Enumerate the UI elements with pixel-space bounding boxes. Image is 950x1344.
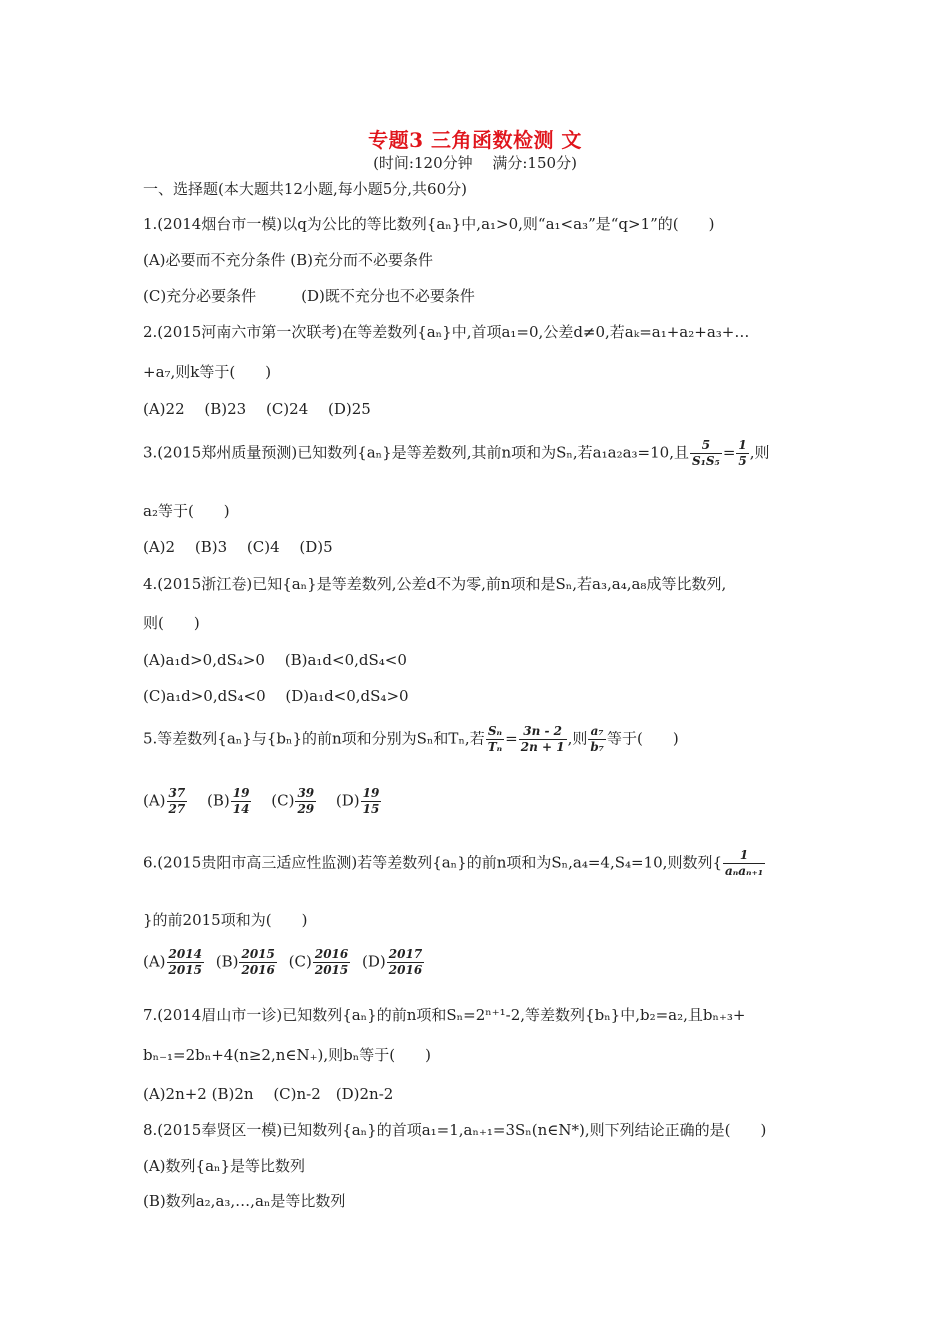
q6-f-num: 1 xyxy=(723,848,765,864)
q3-stem-tail: ,则 xyxy=(749,443,770,462)
q6-opt-a-num: 2014 xyxy=(168,947,202,961)
q5-opt-a-den: 27 xyxy=(168,802,186,816)
q6-opt-c-frac xyxy=(313,947,350,978)
q5-option-b xyxy=(207,786,252,817)
q6-opt-b-num: 2015 xyxy=(241,947,275,961)
q6-opt-d-label: (D) xyxy=(362,952,386,971)
q1-stem: 1.(2014烟台市一模)以q为公比的等比数列{aₙ}中,a₁>0,则“a₁<a₃”是“q>1”的( ) xyxy=(143,215,715,233)
q7-stem-line2: bₙ₋₁=2bₙ+4(n≥2,n∈N₊),则bₙ等于( ) xyxy=(143,1046,431,1064)
q6-fraction xyxy=(723,848,765,879)
q3-stem-line2: a₂等于( ) xyxy=(143,502,230,520)
q5-stem-mid: ,则 xyxy=(567,729,588,748)
q6-opt-a-frac xyxy=(167,947,204,978)
q6-stem-text: 6.(2015贵阳市高三适应性监测)若等差数列{aₙ}的前n项和为Sₙ,a₄=4,S₄=10,则数列{ xyxy=(143,853,722,872)
q5-stem-tail: 等于( ) xyxy=(607,729,679,748)
q5-option-c xyxy=(271,786,317,817)
q5-stem xyxy=(143,724,823,755)
q6-opt-d-den: 2016 xyxy=(388,963,423,977)
q3-fraction-2 xyxy=(736,438,748,469)
q5-opt-c-label: (C) xyxy=(271,791,295,810)
q5-opt-d-den: 15 xyxy=(362,802,380,816)
q1-options-cd: (C)充分必要条件 (D)既不充分也不必要条件 xyxy=(143,287,475,305)
q2-stem-line1: 2.(2015河南六市第一次联考)在等差数列{aₙ}中,首项a₁=0,公差d≠0,若aₖ=a₁+a₂+a₃+… xyxy=(143,323,750,341)
q6-stem-line2: }的前2015项和为( ) xyxy=(143,911,308,929)
q3-stem-text: 3.(2015郑州质量预测)已知数列{aₙ}是等差数列,其前n项和为Sₙ,若a₁a₂a₃=10,且 xyxy=(143,443,689,462)
q5-opt-a-num: 37 xyxy=(168,786,186,800)
q6-opt-c-label: (C) xyxy=(288,952,312,971)
q5-opt-c-num: 39 xyxy=(297,786,315,800)
q6-opt-c-den: 2015 xyxy=(314,963,349,977)
q6-opt-b-frac xyxy=(239,947,276,978)
q5-opt-c-den: 29 xyxy=(297,802,315,816)
q1-options-ab: (A)必要而不充分条件 (B)充分而不必要条件 xyxy=(143,251,434,269)
q5-opt-b-label: (B) xyxy=(207,791,230,810)
q7-stem-line1: 7.(2014眉山市一诊)已知数列{aₙ}的前n项和Sₙ=2ⁿ⁺¹-2,等差数列{bₙ}中,b₂=a₂,且bₙ₊₃+ xyxy=(143,1006,746,1024)
q5-opt-a-frac xyxy=(167,786,188,817)
q3-stem-line1 xyxy=(143,438,823,469)
section-heading: 一、选择题(本大题共12小题,每小题5分,共60分) xyxy=(143,180,467,198)
q4-options-ab: (A)a₁d>0,dS₄>0 (B)a₁d<0,dS₄<0 xyxy=(143,651,407,669)
q5-f1-den: Tₙ xyxy=(487,740,503,754)
q6-option-c xyxy=(289,947,352,978)
q8-stem: 8.(2015奉贤区一模)已知数列{aₙ}的首项a₁=1,aₙ₊₁=3Sₙ(n∈N*),则下列结论正确的是( ) xyxy=(143,1121,767,1139)
q2-stem-line2: +a₇,则k等于( ) xyxy=(143,363,272,381)
q6-opt-b-den: 2016 xyxy=(241,963,275,977)
q6-option-a xyxy=(143,947,205,978)
page-title: 专题3 三角函数检测 文 xyxy=(368,128,582,152)
q2-options: (A)22 (B)23 (C)24 (D)25 xyxy=(143,400,371,418)
q5-fraction-ratio xyxy=(519,724,567,755)
q5-option-a xyxy=(143,786,188,817)
q5-opt-b-num: 19 xyxy=(232,786,250,800)
q5-f3-num: a₇ xyxy=(588,724,606,740)
q6-opt-a-den: 2015 xyxy=(168,963,202,977)
q8-option-b: (B)数列a₂,a₃,…,aₙ是等比数列 xyxy=(143,1192,346,1210)
q5-f2-den: 2n + 1 xyxy=(520,740,565,754)
q5-opt-d-label: (D) xyxy=(335,791,360,810)
q5-f1-num: Sₙ xyxy=(486,724,504,740)
q5-opt-a-label: (A) xyxy=(143,791,166,810)
q5-f3-den: b₇ xyxy=(590,740,604,754)
q3-frac1-den: S₁S₅ xyxy=(691,454,720,468)
q5-opt-c-frac xyxy=(295,786,316,817)
q6-option-b xyxy=(216,947,278,978)
q4-stem-line1: 4.(2015浙江卷)已知{aₙ}是等差数列,公差d不为零,前n项和是Sₙ,若a₃,a₄,a₈成等比数列, xyxy=(143,575,727,593)
page-subtitle: (时间:120分钟 满分:150分) xyxy=(373,154,577,172)
q6-opt-a-label: (A) xyxy=(143,952,166,971)
q6-opt-c-num: 2016 xyxy=(314,947,349,961)
q5-opt-d-frac xyxy=(361,786,382,817)
q3-frac1-num: 5 xyxy=(690,438,722,454)
q6-opt-d-frac xyxy=(387,947,424,978)
q6-option-d xyxy=(362,947,425,978)
q5-opt-b-den: 14 xyxy=(232,802,250,816)
q6-options xyxy=(143,947,823,978)
q4-options-cd: (C)a₁d>0,dS₄<0 (D)a₁d<0,dS₄>0 xyxy=(143,687,409,705)
q5-opt-d-num: 19 xyxy=(362,786,380,800)
q6-stem-line1 xyxy=(143,848,823,879)
q7-options: (A)2n+2 (B)2n (C)n-2 (D)2n-2 xyxy=(143,1085,394,1103)
q3-options: (A)2 (B)3 (C)4 (D)5 xyxy=(143,538,333,556)
q5-stem-text: 5.等差数列{aₙ}与{bₙ}的前n项和分别为Sₙ和Tₙ,若 xyxy=(143,729,485,748)
q5-fraction-a-b xyxy=(588,724,606,755)
q6-opt-b-label: (B) xyxy=(215,952,239,971)
q6-f-den: aₙaₙ₊₁ xyxy=(725,864,764,878)
q3-equals: = xyxy=(722,443,736,462)
q8-option-a: (A)数列{aₙ}是等比数列 xyxy=(143,1157,306,1175)
q5-fraction-s-t xyxy=(486,724,504,755)
q5-options xyxy=(143,786,823,817)
q5-f2-num: 3n - 2 xyxy=(519,724,567,740)
q3-frac2-den: 5 xyxy=(738,454,747,468)
q5-opt-b-frac xyxy=(231,786,252,817)
q4-stem-line2: 则( ) xyxy=(143,614,200,632)
q5-equals: = xyxy=(505,729,518,748)
q3-fraction-1 xyxy=(690,438,722,469)
q6-opt-d-num: 2017 xyxy=(388,947,423,961)
q3-frac2-num: 1 xyxy=(738,438,747,452)
q5-option-d xyxy=(336,786,382,817)
